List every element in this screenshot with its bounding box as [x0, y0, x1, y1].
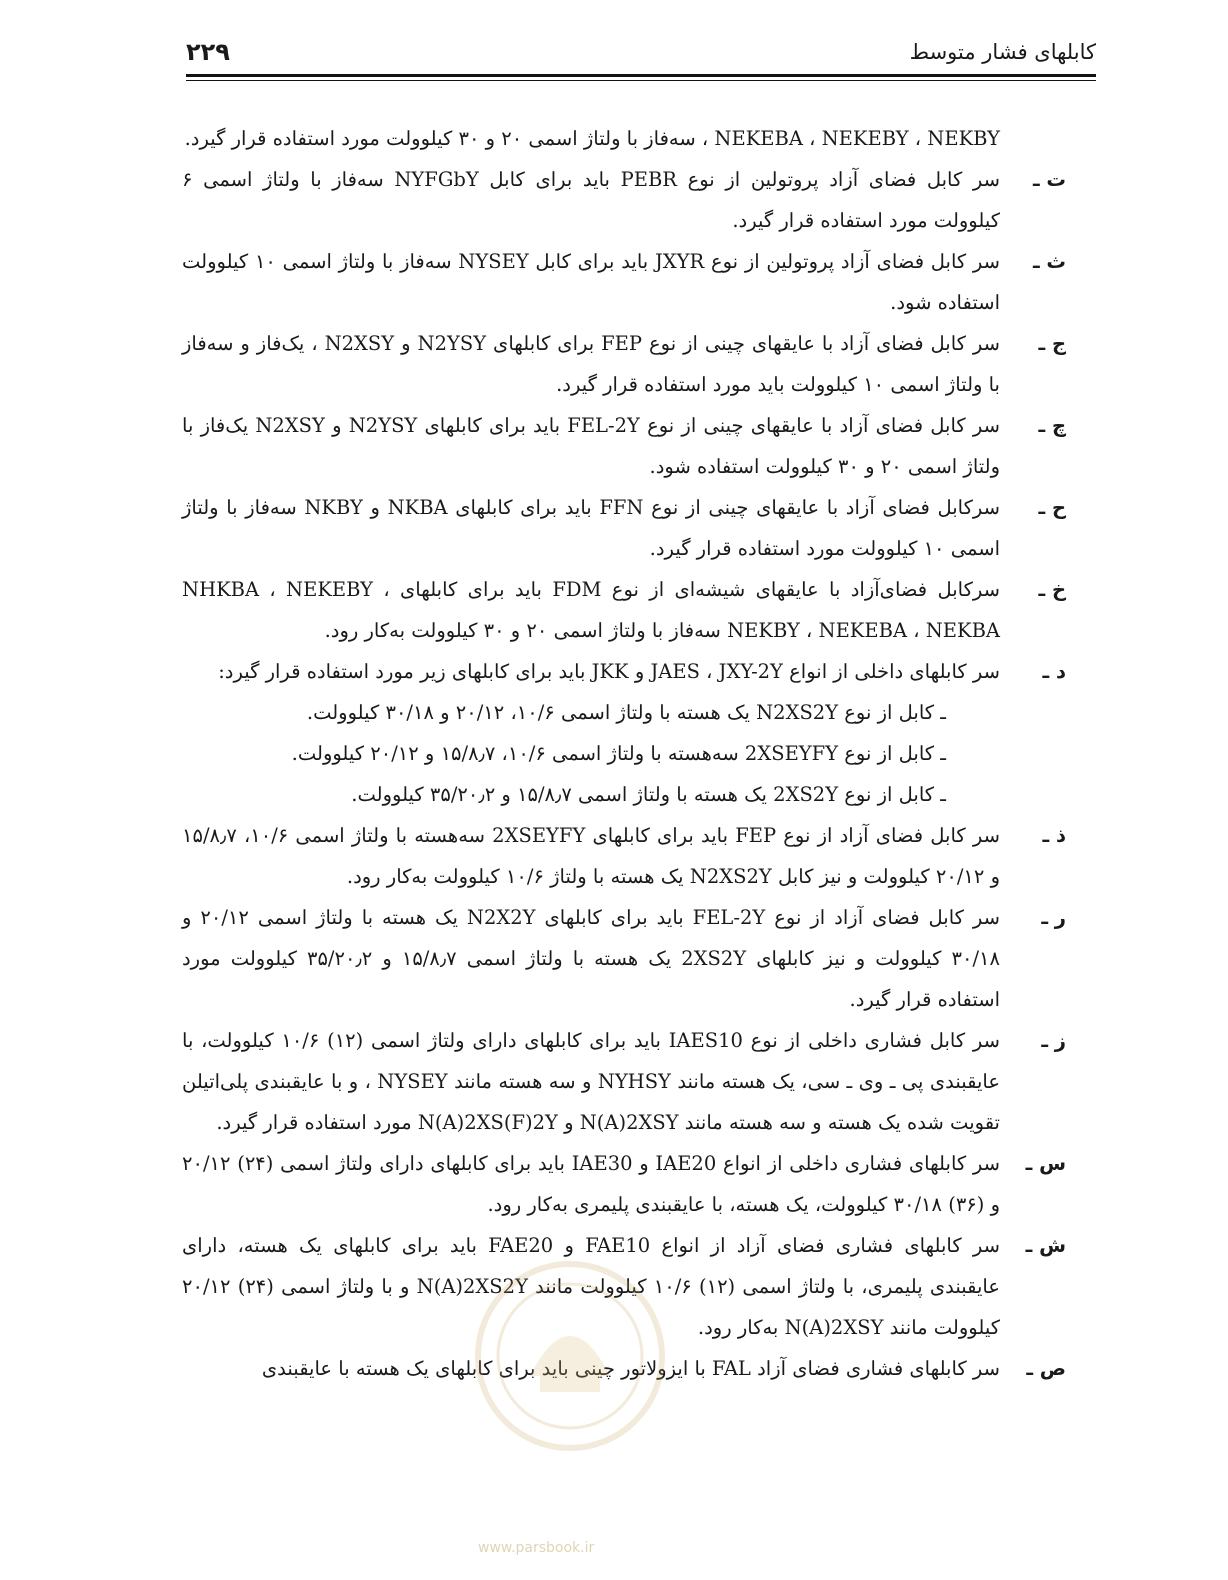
list-item [182, 1143, 1066, 1225]
list-item-text: سر کابلهای فشاری داخلی از انواع IAE20 و IAE30 باید برای کابلهای دارای ولتاژ اسمی (۲۴) ۲۰/۱۲ و (۳۶) ۳۰/۱۸ کیلوولت، یک هسته، با عایقبندی پلیمری به‌کار رود. [182, 1152, 1000, 1216]
list-item-text: سر کابل فضای آزاد پروتولین از نوع PEBR باید برای کابل NYFGbY سه‌فاز با ولتاژ اسمی ۶ کیلوولت مورد استفاده قرار گیرد. [182, 168, 1000, 232]
paragraph-text: NEKEBA ، NEKEBY ، NEKBY ، سه‌فاز با ولتاژ اسمی ۲۰ و ۳۰ کیلوولت مورد استفاده قرار گیرد. [184, 127, 1000, 150]
list-item [182, 1348, 1066, 1389]
list-item-text: سر کابلهای داخلی از انواع JAES ، JXY-2Y و JKK باید برای کابلهای زیر مورد استفاده قرار گیرد: [218, 660, 1000, 683]
list-item [182, 241, 1066, 323]
item-marker: ث ـ [1032, 250, 1066, 273]
item-marker: ص ـ [1026, 1357, 1066, 1380]
sub-list-item: ـ کابل از نوع 2XSEYFY سه‌هسته با ولتاژ اسمی ۱۰/۶، ۱۵/۸٫۷ و ۲۰/۱۲ کیلوولت. [291, 742, 946, 765]
list-item-text: سر کابلهای فشاری فضای آزاد FAL با ایزولاتور چینی باید برای کابلهای یک هسته با عایقبندی [261, 1357, 1000, 1380]
list-item-text: سرکابل فضای‌آزاد با عایقهای شیشه‌ای از نوع FDM باید برای کابلهای NHKBA ، NEKEBY ، NEKBY ، NEKEBA ، NEKBA سه‌فاز با ولتاژ اسمی ۲۰ و ۳۰ کیلوولت به‌کار رود. [182, 578, 1000, 642]
list-item [182, 569, 1066, 651]
list-item [182, 405, 1066, 487]
header-rule-thin [186, 80, 1096, 81]
list-item-text: سر کابل فضای آزاد با عایقهای چینی از نوع FEP برای کابلهای N2YSY و N2XSY ، یک‌فاز و سه‌فاز با ولتاژ اسمی ۱۰ کیلوولت باید مورد استفاده قرار گیرد. [182, 332, 1001, 396]
item-marker: ز ـ [1041, 1029, 1066, 1052]
item-marker: ح ـ [1038, 496, 1066, 519]
body-text [182, 118, 1066, 1389]
list-item-text: سر کابل فضای آزاد با عایقهای چینی از نوع FEL-2Y باید برای کابلهای N2YSY و N2XSY یک‌فاز با ولتاژ اسمی ۲۰ و ۳۰ کیلوولت استفاده شود. [182, 414, 1001, 478]
list-item-text: سر کابل فضای آزاد پروتولین از نوع JXYR باید برای کابل NYSEY سه‌فاز با ولتاژ اسمی ۱۰ کیلوولت استفاده شود. [182, 250, 1001, 314]
list-item [182, 897, 1066, 1020]
paragraph [182, 118, 1000, 159]
item-marker: ش ـ [1025, 1234, 1066, 1257]
watermark-text: www.parsbook.ir [478, 1540, 595, 1556]
list-item [182, 815, 1066, 897]
item-marker: ر ـ [1041, 906, 1066, 929]
list-item-text: سرکابل فضای آزاد با عایقهای چینی از نوع FFN باید برای کابلهای NKBA و NKBY سه‌فاز با ولتاژ اسمی ۱۰ کیلوولت مورد استفاده قرار گیرد. [182, 496, 1000, 560]
item-marker: ذ ـ [1042, 824, 1066, 847]
item-marker: س ـ [1025, 1152, 1066, 1175]
list-item [182, 323, 1066, 405]
running-title: کابلهای فشار متوسط [909, 40, 1096, 64]
item-marker: خ ـ [1038, 578, 1066, 601]
item-marker: ج ـ [1038, 332, 1066, 355]
list-item-text: سر کابل فضای آزاد از نوع FEP باید برای کابلهای 2XSEYFY سه‌هسته با ولتاژ اسمی ۱۰/۶، ۱۵/۸٫۷ و ۲۰/۱۲ کیلوولت و نیز کابل N2XS2Y یک هسته با ولتاژ ۱۰/۶ کیلوولت به‌کار رود. [182, 824, 1000, 888]
list-item [182, 159, 1066, 241]
header-rule-thick [186, 74, 1096, 77]
list-item [182, 1225, 1066, 1348]
page-header [186, 36, 1096, 76]
item-marker: ت ـ [1032, 168, 1066, 191]
page-number: ۲۲۹ [186, 38, 230, 66]
list-item-text: سر کابلهای فشاری فضای آزاد از انواع FAE10 و FAE20 باید برای کابلهای یک هسته، دارای عایقبندی پلیمری، با ولتاژ اسمی (۱۲) ۱۰/۶ کیلوولت مانند N(A)2XS2Y و با ولتاژ اسمی (۲۴) ۲۰/۱۲ کیلوولت مانند N(A)2XSY به‌کار رود. [182, 1234, 1001, 1339]
sub-list-item: ـ کابل از نوع N2XS2Y یک هسته با ولتاژ اسمی ۱۰/۶، ۲۰/۱۲ و ۳۰/۱۸ کیلوولت. [306, 701, 946, 724]
list-item-text: سر کابل فضای آزاد از نوع FEL-2Y باید برای کابلهای N2X2Y یک هسته با ولتاژ اسمی ۲۰/۱۲ و ۳۰/۱۸ کیلوولت و نیز کابلهای 2XS2Y یک هسته با ولتاژ اسمی ۱۵/۸٫۷ و ۳۵/۲۰٫۲ کیلوولت مورد استفاده قرار گیرد. [182, 906, 1000, 1011]
list-item-text: سر کابل فشاری داخلی از نوع IAES10 باید برای کابلهای دارای ولتاژ اسمی (۱۲) ۱۰/۶ کیلوولت، با عایقبندی پی ـ وی ـ سی، یک هسته مانند NYHSY و سه هسته مانند NYSEY ، و با عایقبندی پلی‌اتیلن تقویت شده یک هسته و سه هسته مانند N(A)2XSY و N(A)2XS(F)2Y مورد استفاده قرار گیرد. [182, 1029, 1000, 1134]
list-item [182, 651, 1066, 692]
list-item [182, 487, 1066, 569]
item-marker: چ ـ [1038, 414, 1066, 437]
sub-list-item: ـ کابل از نوع 2XS2Y یک هسته با ولتاژ اسمی ۱۵/۸٫۷ و ۳۵/۲۰٫۲ کیلوولت. [351, 783, 946, 806]
item-marker: د ـ [1042, 660, 1066, 683]
list-item [182, 1020, 1066, 1143]
